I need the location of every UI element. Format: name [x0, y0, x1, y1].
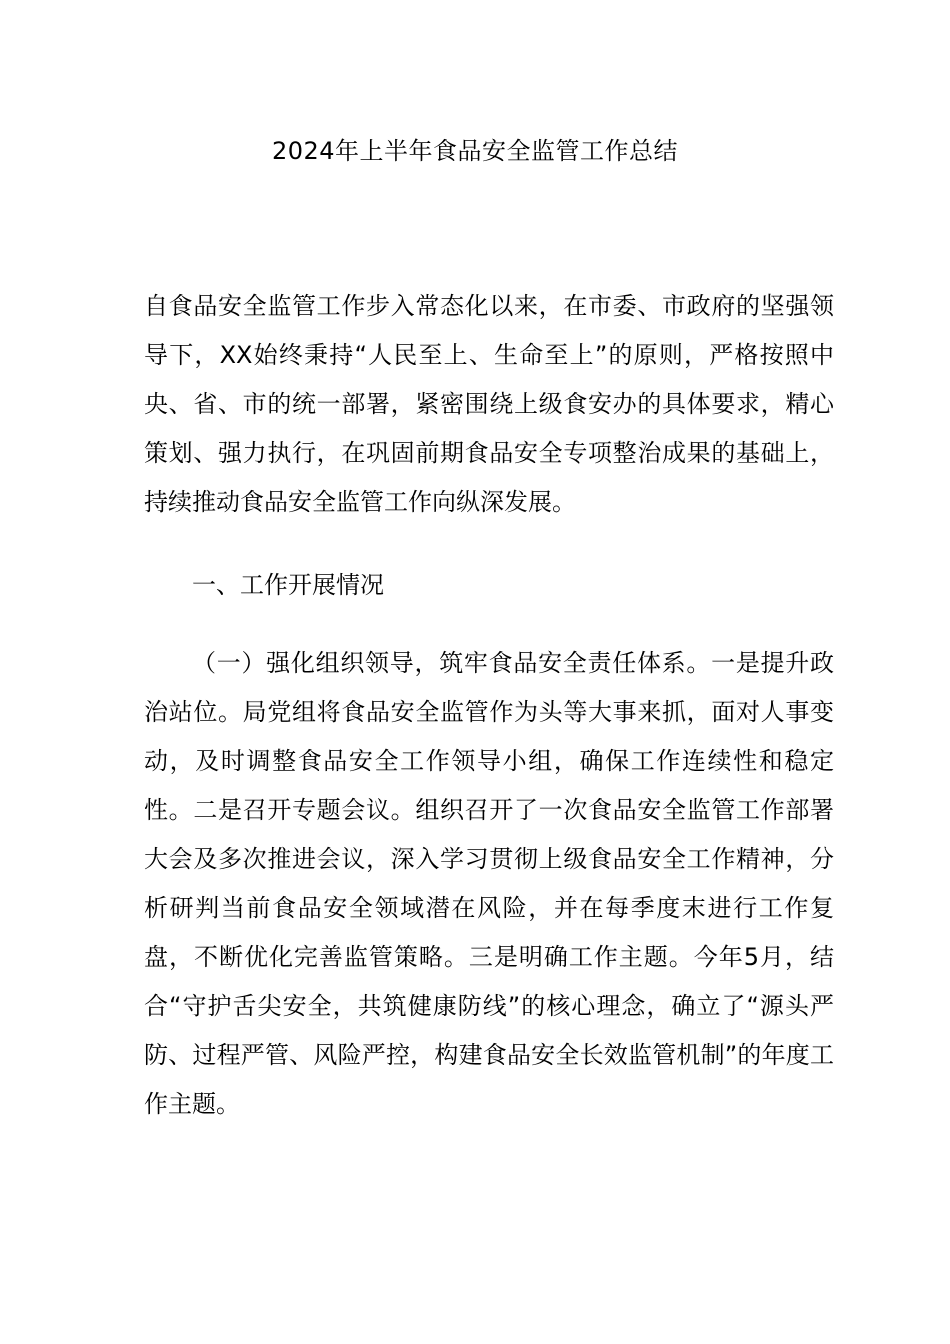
document-title: 2024年上半年食品安全监管工作总结	[271, 137, 679, 165]
intro-paragraph: 自食品安全监管工作步入常态化以来，在市委、市政府的坚强领导下，XX始终秉持“人民至上、生命至上”的原则，严格按照中央、省、市的统一部署，紧密围绕上级食安办的具体要求，精心策划、强力执行，在巩固前期食品安全专项整治成果的基础上，持续推动食品安全监管工作向纵深发展。	[144, 292, 834, 516]
section-paragraph: （一）强化组织领导，筑牢食品安全责任体系。一是提升政治站位。局党组将食品安全监管作为头等大事来抓，面对人事变动，及时调整食品安全工作领导小组，确保工作连续性和稳定性。二是召开专题会议。组织召开了一次食品安全监管工作部署大会及多次推进会议，深入学习贯彻上级食品安全工作精神，分析研判当前食品安全领域潜在风险，并在每季度末进行工作复盘，不断优化完善监管策略。三是明确工作主题。今年5月，结合“守护舌尖安全，共筑健康防线”的核心理念，确立了“源头严防、过程严管、风险严控，构建食品安全长效监管机制”的年度工作主题。	[144, 649, 834, 1118]
section-heading: 一、工作开展情况	[192, 571, 384, 599]
